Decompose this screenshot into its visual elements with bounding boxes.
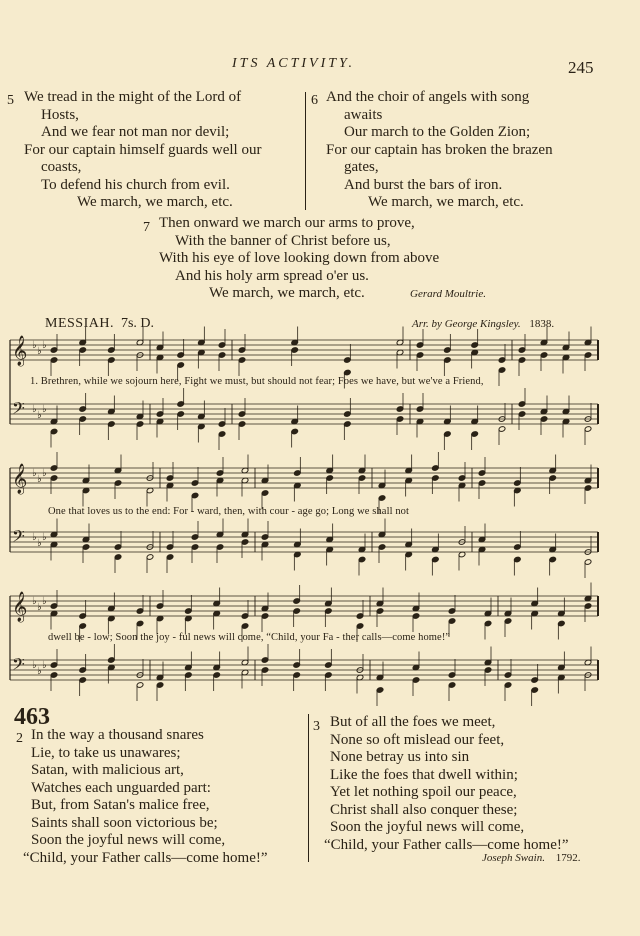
flat-sign: ♭ <box>37 474 42 485</box>
column-divider <box>308 714 309 862</box>
verse-line: Our march to the Golden Zion; <box>344 124 531 140</box>
verse-line: coasts, <box>41 159 82 175</box>
tune-name: MESSIAH. <box>45 316 114 331</box>
verse-line: awaits <box>344 106 383 123</box>
lyrics-line-2: One that loves us to the end: For - ward, then, with cour - age go; Long we shall not <box>48 506 410 517</box>
flat-sign: ♭ <box>42 340 47 351</box>
verse-line: Watches each unguarded part: <box>31 779 211 796</box>
author-credit <box>482 852 580 864</box>
lyrics-line-3: dwell be - low; Soon the joy - ful news will come, “Child, your Fa - ther calls—come home!” <box>48 632 451 643</box>
verse-line: With his eye of love looking down from above <box>159 250 440 266</box>
verse-line: We tread in the might of the Lord of <box>24 89 242 105</box>
verse-line: Lie, to take us unawares; <box>31 744 181 761</box>
bass-clef: 𝄢 <box>12 526 25 550</box>
verse-line: Saints shall soon victorious be; <box>31 814 218 831</box>
verse-line: But of all the foes we meet, <box>330 714 496 730</box>
flat-sign: ♭ <box>37 346 42 357</box>
verse-line: To defend his church from evil. <box>41 176 230 193</box>
verse-line: We march, we march, etc. <box>209 285 365 301</box>
treble-clef: 𝄞 <box>12 336 28 366</box>
verse-number: 5 <box>7 93 14 108</box>
author-credit: Gerard Moultrie. <box>410 288 486 300</box>
tune-meter: 7s. D. <box>120 316 155 331</box>
verse-line: “Child, your Father calls—come home!” <box>23 849 268 866</box>
verse-line: With the banner of Christ before us, <box>175 232 391 249</box>
verse-line: And the choir of angels with song <box>326 89 530 105</box>
flat-sign: ♭ <box>37 538 42 549</box>
verse-line: And we fear not man nor devil; <box>41 124 230 140</box>
flat-sign: ♭ <box>32 532 37 543</box>
verse-line: And his holy arm spread o'er us. <box>175 267 369 284</box>
verse-line: We march, we march, etc. <box>368 194 524 210</box>
verse-line: For our captain himself guards well our <box>24 141 262 158</box>
verse-number: 7 <box>143 220 150 235</box>
flat-sign: ♭ <box>32 660 37 671</box>
verse-line: Christ shall also conquer these; <box>330 801 518 818</box>
verse-line: Soon the joyful news will come, <box>31 832 226 848</box>
lyrics-line-1: 1. Brethren, while we sojourn here, Fight we must, but should not fear; Foes we have, but we've a Friend, <box>30 376 484 387</box>
treble-clef: 𝄞 <box>12 464 28 494</box>
verse-line: Then onward we march our arms to prove, <box>159 215 415 231</box>
verse-3 <box>324 714 569 854</box>
verse-number: 6 <box>311 93 318 108</box>
verse-line: Soon the joyful news will come, <box>330 819 525 835</box>
flat-sign: ♭ <box>32 596 37 607</box>
arranger-year: 1838. <box>529 318 555 330</box>
verse-line: “Child, your Father calls—come home!” <box>324 836 569 853</box>
flat-sign: ♭ <box>32 468 37 479</box>
flat-sign: ♭ <box>37 410 42 421</box>
verse-line: Satan, with malicious art, <box>31 762 184 778</box>
running-title: ITS ACTIVITY. <box>232 56 356 71</box>
flat-sign: ♭ <box>42 468 47 479</box>
bass-clef: 𝄢 <box>12 398 25 422</box>
verse-line: We march, we march, etc. <box>77 194 233 210</box>
verse-line: None so oft mislead our feet, <box>330 731 505 748</box>
flat-sign: ♭ <box>42 596 47 607</box>
verse-line: None betray us into sin <box>330 749 470 765</box>
author-year: 1792. <box>555 852 581 864</box>
flat-sign: ♭ <box>32 340 37 351</box>
flat-sign: ♭ <box>42 660 47 671</box>
verse-line: gates, <box>344 159 379 175</box>
flat-sign: ♭ <box>37 602 42 613</box>
flat-sign: ♭ <box>42 532 47 543</box>
verse-2 <box>23 727 268 867</box>
arranger-name: Arr. by George Kingsley. <box>412 318 521 330</box>
verse-line: And burst the bars of iron. <box>344 176 503 193</box>
hymn-number: 463 <box>14 704 50 730</box>
flat-sign: ♭ <box>42 404 47 415</box>
verse-number: 2 <box>16 731 23 746</box>
treble-clef: 𝄞 <box>12 592 28 622</box>
verse-number: 3 <box>313 719 320 734</box>
verse-line: But, from Satan's malice free, <box>31 797 210 813</box>
flat-sign: ♭ <box>37 666 42 677</box>
bass-clef: 𝄢 <box>12 654 25 678</box>
flat-sign: ♭ <box>32 404 37 415</box>
author-name: Joseph Swain. <box>482 852 545 864</box>
verse-line: In the way a thousand snares <box>31 727 204 743</box>
verse-line: For our captain has broken the brazen <box>326 141 553 158</box>
page-number: 245 <box>568 58 594 77</box>
verse-line: Yet let nothing spoil our peace, <box>330 784 517 800</box>
verse-line: Like the foes that dwell within; <box>330 766 518 783</box>
verse-line: Hosts, <box>41 106 79 123</box>
